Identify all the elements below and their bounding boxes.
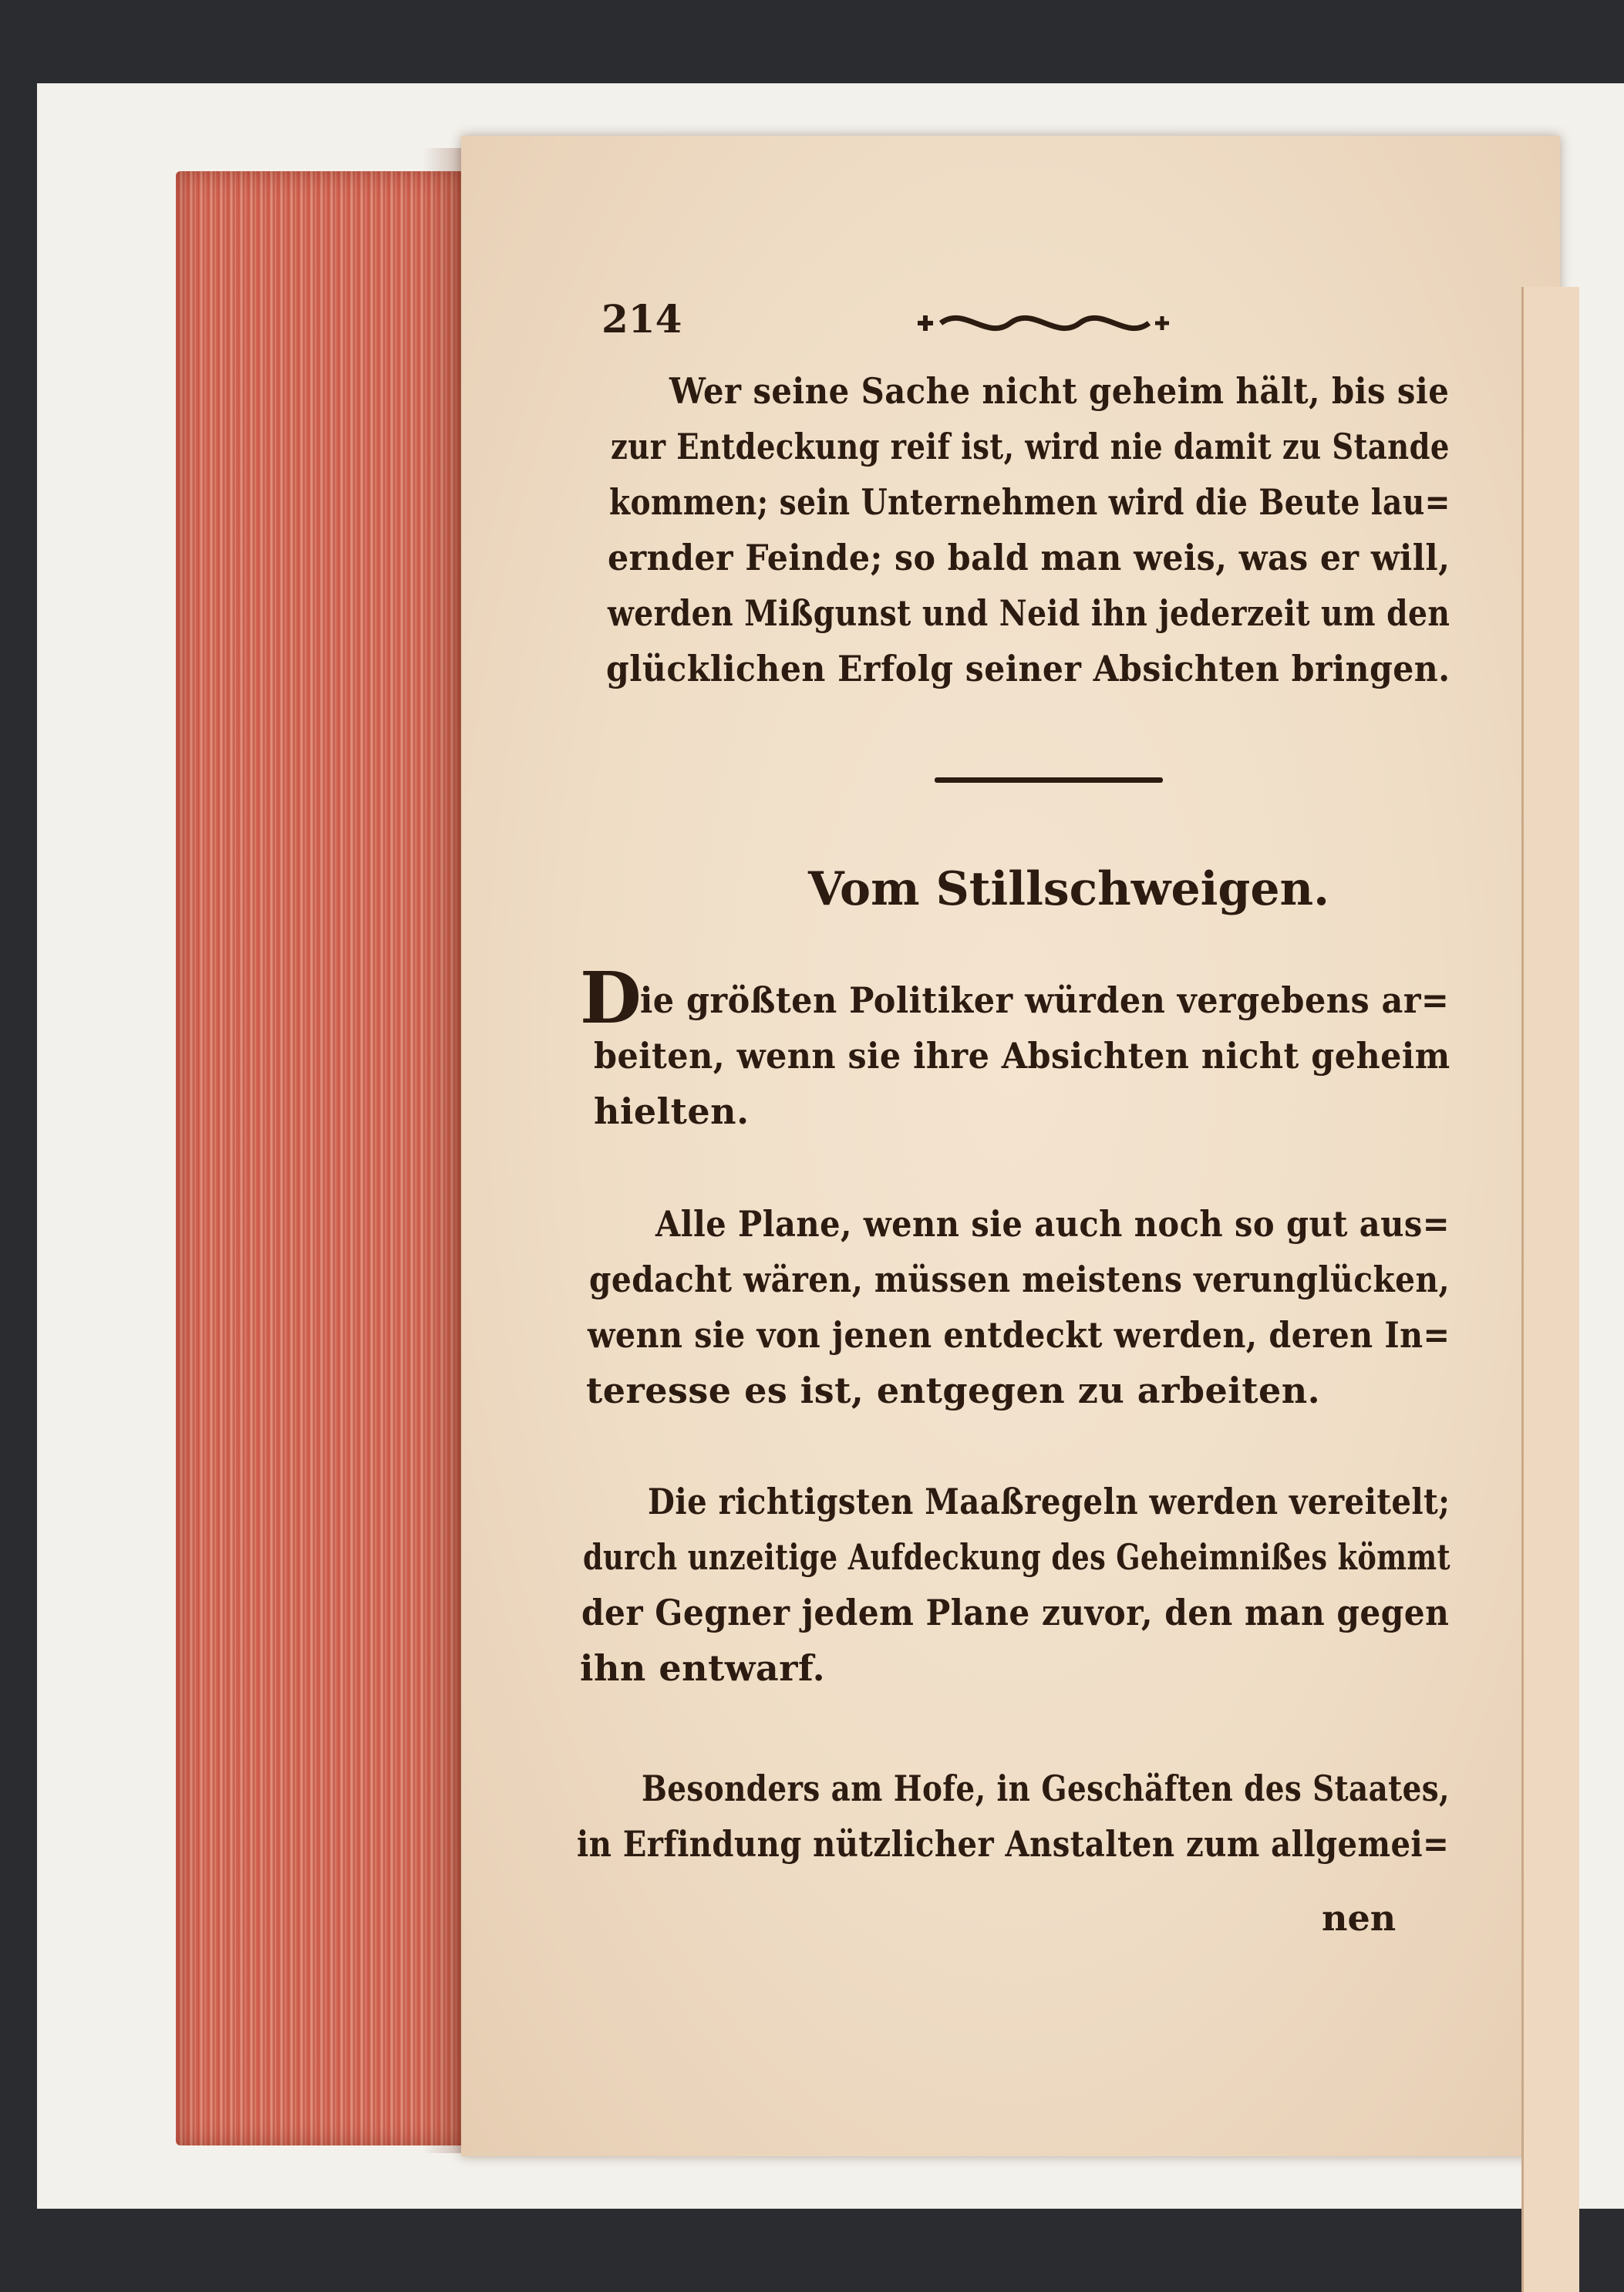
section-divider [935,777,1163,783]
text-line: werden Mißgunst und Neid ihn jederzeit um den [608,592,1450,634]
text-line: wenn sie von jenen entdeckt werden, deren In= [588,1314,1450,1356]
text-line: der Gegner jedem Plane zuvor, den man gegen [581,1592,1450,1633]
text-line: beiten, wenn sie ihre Absichten nicht geheim [594,1035,1450,1077]
text-line: kommen; sein Unternehmen wird die Beute lau= [609,481,1450,523]
text-line: gedacht wären, müssen meistens verunglücken, [589,1259,1450,1300]
section-heading: Vom Stillschweigen. [808,862,1330,916]
text-line: Alle Plane, wenn sie auch noch so gut aus= [655,1203,1450,1245]
text-line: Die richtigsten Maaßregeln werden vereitelt; [648,1481,1450,1522]
page-number: 214 [601,296,682,342]
text-line: ihn entwarf. [580,1647,826,1689]
text-line: ie größten Politiker würden vergebens ar= [640,979,1450,1021]
text-line: durch unzeitige Aufdeckung des Geheimnißes kömmt [583,1536,1450,1578]
text-line: in Erfindung nützlicher Anstalten zum allgemei= [577,1823,1450,1865]
text-line: glücklichen Erfolg seiner Absichten bringen. [606,648,1450,689]
text-line: Wer seine Sache nicht geheim hält, bis sie [669,370,1450,412]
drop-cap: D [580,956,642,1040]
ornament-icon [910,305,1172,341]
text-line: teresse es ist, entgegen zu arbeiten. [586,1370,1321,1411]
text-line: hielten. [594,1090,750,1132]
text-line: ernder Feinde; so bald man weis, was er will, [608,537,1450,578]
catchword: nen [1322,1897,1397,1939]
facing-page-edge [1521,287,1579,2292]
text-line: zur Entdeckung reif ist, wird nie damit zu Stande [611,426,1450,467]
text-line: Besonders am Hofe, in Geschäften des Staates, [642,1768,1450,1809]
